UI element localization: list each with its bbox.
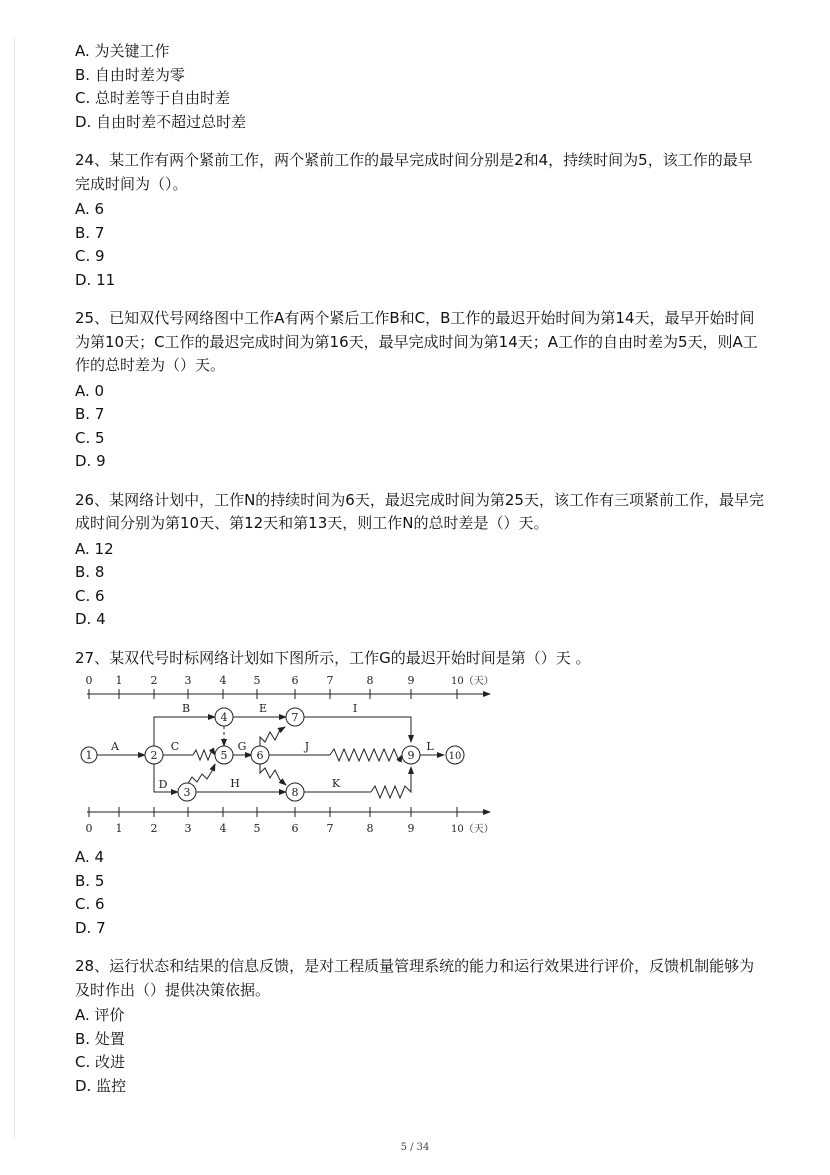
node-label: 8 xyxy=(291,786,299,799)
node-label: 2 xyxy=(150,749,158,762)
wave-3-5 xyxy=(187,764,215,785)
bottom-tick-label: 8 xyxy=(366,822,374,835)
option: D. 自由时差不超过总时差 xyxy=(75,112,247,131)
q25-option-c: C. 5 xyxy=(75,428,105,447)
option: C. 总时差等于自由时差 xyxy=(75,89,231,107)
q27-option-d: D. 7 xyxy=(75,918,106,937)
top-tick-label: 2 xyxy=(150,674,158,687)
bottom-tick-label: 6 xyxy=(291,822,299,835)
wave-6-8 xyxy=(260,763,286,785)
top-tick-label: 1 xyxy=(115,674,123,687)
top-tick-label: 3 xyxy=(184,674,192,687)
q25-option-a: A. 0 xyxy=(75,381,105,400)
activity-label: G xyxy=(237,740,247,753)
top-tick-label: 0 xyxy=(85,674,93,687)
bottom-tick-label: 0 xyxy=(85,822,93,835)
option: B. 自由时差为零 xyxy=(75,65,185,84)
top-tick-label: 4 xyxy=(219,674,227,687)
page-margin-line xyxy=(14,38,15,1138)
activity-label: E xyxy=(258,702,268,715)
q25-option-b: B. 7 xyxy=(75,405,105,423)
q28-option-c: C. 改进 xyxy=(75,1053,126,1071)
q27-option-b: B. 5 xyxy=(75,871,105,890)
arrow-b xyxy=(154,717,215,747)
activity-label: A xyxy=(111,740,119,753)
bottom-tick-label: 9 xyxy=(407,822,415,835)
page-indicator: 5 / 34 xyxy=(400,1142,430,1153)
q24-option-a: A. 6 xyxy=(75,200,105,218)
question-25-text: 25、已知双代号网络图中工作A有两个紧后工作B和C，B工作的最迟开始时间为第14天，最早开始时间为第10天；C工作的最迟完成时间为第16天，最早完成时间为第14天；A工作的自由时差为5天，则A工作的总时差为（）天。 xyxy=(75,309,758,374)
bottom-tick-label: 1 xyxy=(115,822,123,835)
arrow-i xyxy=(304,717,411,742)
q26-option-a: A. 12 xyxy=(75,539,114,558)
q27-option-c: C. 6 xyxy=(75,895,105,913)
top-tick-label: 7 xyxy=(326,674,334,687)
bottom-tick-label: 5 xyxy=(253,822,261,835)
bottom-axis-end-label: 10（天） xyxy=(451,824,494,835)
arrow-j-wave xyxy=(330,749,402,761)
q26-option-d: D. 4 xyxy=(75,610,106,628)
wave-6-7 xyxy=(260,727,285,747)
top-tick-label: 5 xyxy=(253,674,261,687)
top-tick-label: 9 xyxy=(407,674,415,687)
option: A. 为关键工作 xyxy=(75,42,170,60)
activity-label: D xyxy=(158,778,168,791)
question-24-text: 24、某工作有两个紧前工作，两个紧前工作的最早完成时间分别是2和4，持续时间为5，该工作的最早完成时间为（）。 xyxy=(75,151,753,193)
activity-label: I xyxy=(352,702,358,715)
arrow-c-wave xyxy=(193,750,215,760)
node-label: 10 xyxy=(448,751,462,762)
top-axis-end-label: 10（天） xyxy=(451,676,494,687)
node-label: 5 xyxy=(220,749,228,762)
bottom-tick-label: 7 xyxy=(326,822,334,835)
q24-option-d: D. 11 xyxy=(75,270,116,289)
activity-label: H xyxy=(230,777,240,790)
top-tick-label: 6 xyxy=(291,674,299,687)
activity-label: C xyxy=(170,740,180,753)
q24-option-c: C. 9 xyxy=(75,247,105,265)
node-label: 7 xyxy=(291,711,299,724)
node-label: 4 xyxy=(220,711,228,724)
q28-option-b: B. 处置 xyxy=(75,1029,125,1048)
q25-option-d: D. 9 xyxy=(75,452,106,470)
q26-option-b: B. 8 xyxy=(75,563,105,581)
network-diagram xyxy=(75,672,500,842)
bottom-tick-label: 2 xyxy=(150,822,158,835)
question-27-text: 27、某双代号时标网络计划如下图所示，工作G的最迟开始时间是第（）天 。 xyxy=(75,648,591,667)
node-label: 6 xyxy=(256,749,264,762)
node-label: 9 xyxy=(407,749,415,762)
q28-option-a: A. 评价 xyxy=(75,1006,125,1024)
top-tick-label: 8 xyxy=(366,674,374,687)
question-28-text: 28、运行状态和结果的信息反馈，是对工程质量管理系统的能力和运行效果进行评价，反馈机制能够为及时作出（）提供决策依据。 xyxy=(75,957,755,999)
q26-option-c: C. 6 xyxy=(75,586,105,605)
activity-label: B xyxy=(181,702,191,715)
bottom-tick-label: 3 xyxy=(184,822,192,835)
activity-label: K xyxy=(331,777,341,790)
activity-label: J xyxy=(304,740,310,753)
node-label: 1 xyxy=(85,749,93,762)
q27-option-a: A. 4 xyxy=(75,848,105,866)
page-content xyxy=(75,40,765,1098)
arrow-k-wave xyxy=(371,767,411,798)
prev-options xyxy=(75,40,765,134)
activity-label: L xyxy=(426,740,434,753)
question-26-text: 26、某网络计划中，工作N的持续时间为6天，最迟完成时间为第25天，该工作有三项紧前工作，最早完成时间分别为第10天、第12天和第13天，则工作N的总时差是（）天。 xyxy=(75,490,764,532)
bottom-tick-label: 4 xyxy=(219,822,227,835)
q28-option-d: D. 监控 xyxy=(75,1076,127,1095)
q24-option-b: B. 7 xyxy=(75,223,105,242)
node-label: 3 xyxy=(183,786,191,799)
